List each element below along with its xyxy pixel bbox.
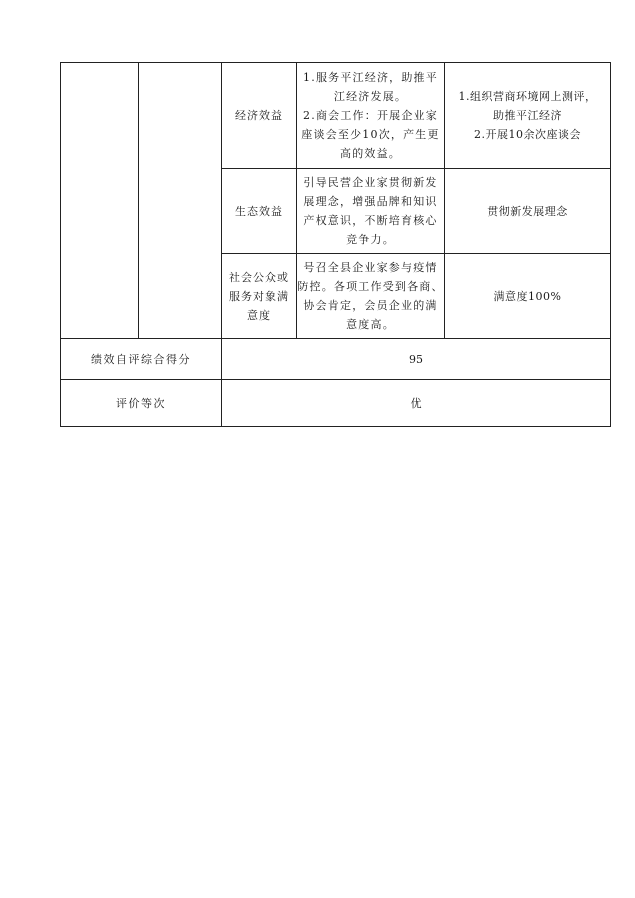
detail-line: 座谈会至少10次，产生更 <box>301 128 440 141</box>
result-line: 助推平江经济 <box>493 109 562 122</box>
detail-line: 意度高。 <box>346 318 395 331</box>
grade-label: 评价等次 <box>116 396 166 410</box>
table-row-economic-benefit <box>61 63 611 169</box>
grade-label-cell <box>61 380 222 427</box>
detail-line: 2.商会工作：开展企业家 <box>303 109 438 122</box>
total-score-label-cell <box>61 339 222 380</box>
actual-result-cell <box>445 63 611 169</box>
table-row-grade <box>61 380 611 427</box>
actual-result-cell <box>445 169 611 254</box>
detail-line: 产权意识，不断培育核心 <box>303 214 438 227</box>
indicator-cell <box>222 169 297 254</box>
detail-line: 号召全县企业家参与疫情 <box>303 261 438 274</box>
indicator-label: 经济效益 <box>235 109 283 122</box>
detail-line: 1.服务平江经济，助推平 <box>303 71 438 84</box>
total-score-value: 95 <box>409 352 423 366</box>
table-row-total-score <box>61 339 611 380</box>
result-line: 满意度100% <box>493 289 562 303</box>
result-line: 2.开展10余次座谈会 <box>474 128 581 141</box>
detail-line: 江经济发展。 <box>333 90 408 103</box>
indicator-cell <box>222 63 297 169</box>
blank-category-cell <box>61 63 139 339</box>
indicator-label-line: 意度 <box>247 308 271 322</box>
grade-value-cell <box>222 380 611 427</box>
target-detail-cell <box>297 254 445 339</box>
total-score-value-cell <box>222 339 611 380</box>
indicator-label-line: 服务对象满 <box>229 289 289 303</box>
detail-line: 协会肯定，会员企业的满 <box>303 299 438 312</box>
indicator-label-line: 社会公众或 <box>229 270 289 284</box>
result-line: 1.组织营商环境网上测评， <box>458 90 597 103</box>
target-detail-cell <box>297 63 445 169</box>
actual-result-cell <box>445 254 611 339</box>
target-detail-cell <box>297 169 445 254</box>
blank-subcategory-cell <box>139 63 222 339</box>
detail-line: 高的效益。 <box>340 147 401 160</box>
indicator-cell <box>222 254 297 339</box>
detail-line: 竞争力。 <box>346 233 395 246</box>
indicator-label: 生态效益 <box>235 204 283 218</box>
result-line: 贯彻新发展理念 <box>487 204 568 218</box>
detail-line: 防控。各项工作受到各商、 <box>297 280 444 293</box>
total-score-label: 绩效自评综合得分 <box>91 352 191 366</box>
performance-evaluation-table <box>60 62 611 427</box>
detail-line: 引导民营企业家贯彻新发 <box>303 176 438 189</box>
grade-value: 优 <box>410 396 422 410</box>
detail-line: 展理念，增强品牌和知识 <box>303 195 438 208</box>
